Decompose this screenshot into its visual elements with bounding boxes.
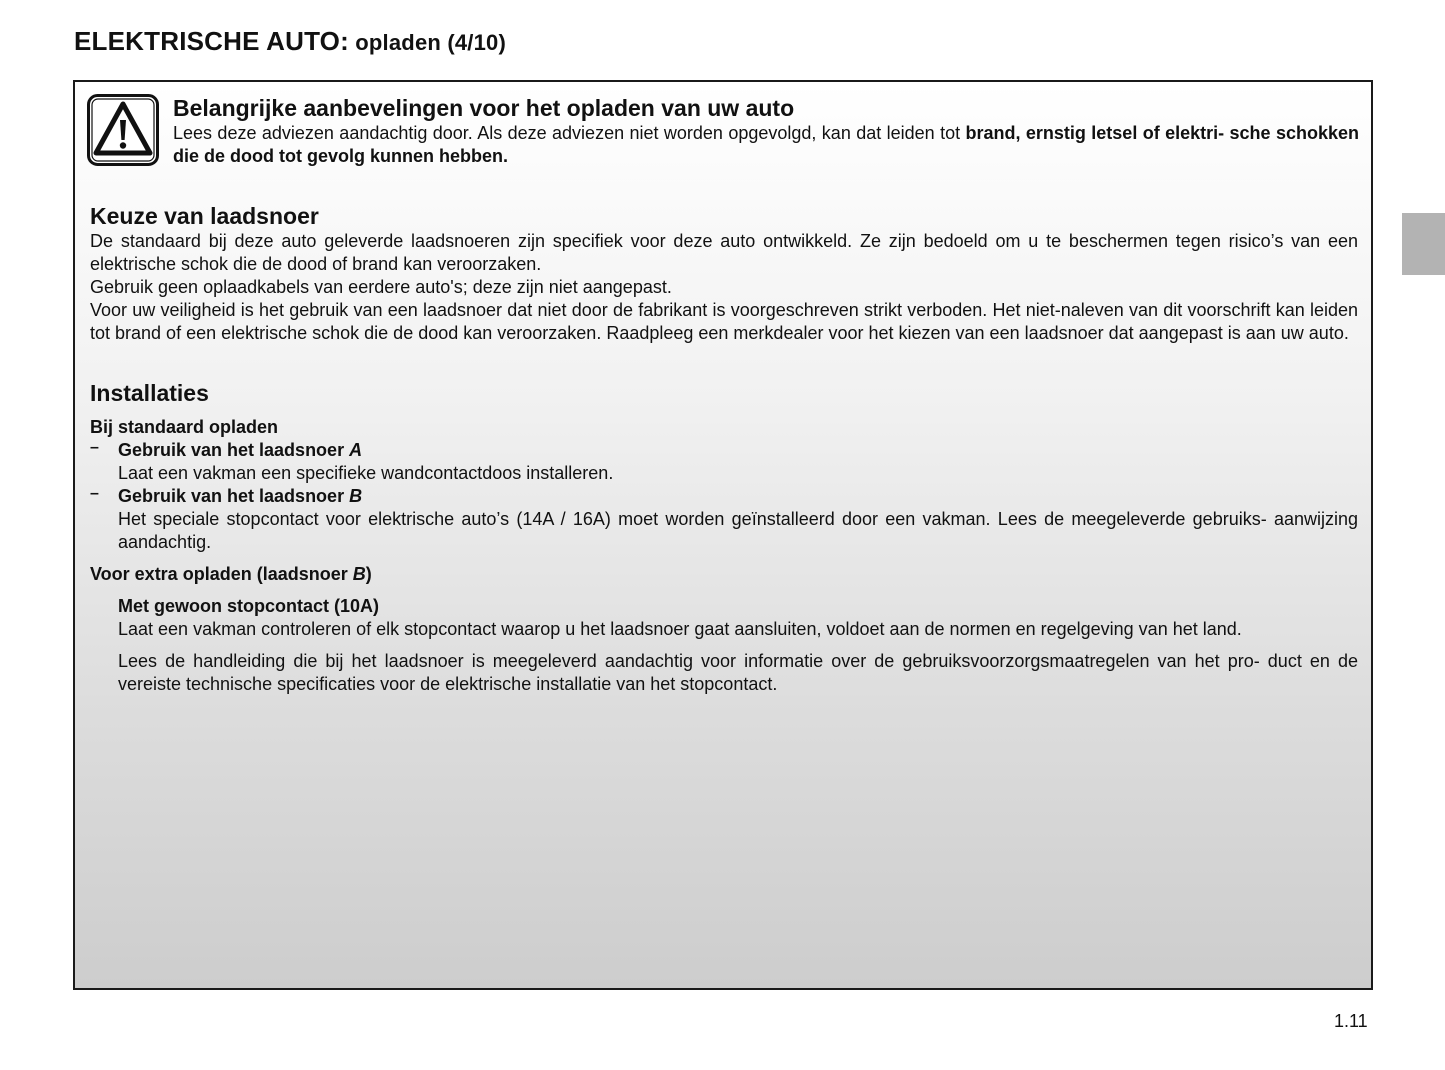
keuze-paragraph-3: Voor uw veiligheid is het gebruik van een laadsnoer dat niet door de fabrikant is voorgeschreven strikt verboden. Het niet-naleven van dit voorschrift kan leiden tot brand of een elektrische schok die de dood kan veroorzaken. Raadpleeg een merkdealer voor het kiezen van een laadsnoer dat aangepast is aan uw auto. (90, 300, 1358, 343)
warning-text (173, 122, 1359, 168)
section-tab-marker (1402, 213, 1445, 275)
list-dash: – (90, 439, 99, 456)
list-item-cable-b (90, 485, 1358, 554)
warning-text-bold: brand, ernstig letsel of elektri- sche schokken die de dood tot gevolg kunnen hebben. (173, 123, 1359, 166)
extra-charging-block (90, 595, 1358, 696)
cable-b-heading (118, 485, 1358, 508)
page-number: 1.11 (1334, 1011, 1368, 1031)
extra-charging-letter: B (352, 564, 366, 584)
page-title (74, 26, 506, 57)
extra-charging-close: ) (365, 564, 372, 584)
manual-text: Lees de handleiding die bij het laadsnoer is meegeleverd aandachtig voor informatie over de gebruiksvoorzorgsmaatregelen van het pro- duct en de vereiste technische specificaties voor de elektrische installatie van het stopcontact. (118, 651, 1358, 694)
cable-a-label: Gebruik van het laadsnoer (118, 440, 350, 460)
warning-title: Belangrijke aanbevelingen voor het opladen van uw auto (173, 95, 795, 121)
main-content (90, 202, 1358, 696)
standard-charging-heading: Bij standaard opladen (90, 417, 279, 437)
keuze-paragraph-2: Gebruik geen oplaadkabels van eerdere auto's; deze zijn niet aangepast. (90, 277, 672, 297)
list-dash: – (90, 485, 99, 502)
keuze-paragraph-1: De standaard bij deze auto geleverde laadsnoeren zijn specifiek voor deze auto ontwikkeld. Ze zijn bedoeld om u te beschermen tegen risico’s van een elektrische schok die de dood of brand kan veroorzaken. (90, 231, 1358, 274)
section-heading-installaties: Installaties (90, 380, 209, 406)
warning-block (173, 94, 1359, 168)
page-title-sub: opladen (4/10) (348, 30, 507, 55)
warning-text-plain: Lees deze adviezen aandachtig door. Als deze adviezen niet worden opgevolgd, kan dat leiden tot (173, 123, 966, 143)
regular-socket-heading: Met gewoon stopcontact (10A) (118, 596, 380, 616)
extra-charging-label: Voor extra opladen (laadsnoer (90, 564, 353, 584)
cable-b-label: Gebruik van het laadsnoer (118, 486, 350, 506)
cable-a-letter: A (349, 440, 363, 460)
page-title-main: ELEKTRISCHE AUTO: (74, 26, 349, 56)
cable-a-heading (118, 439, 1358, 462)
cable-a-text: Laat een vakman een specifieke wandcontactdoos installeren. (118, 463, 614, 483)
content-frame (73, 80, 1373, 990)
cable-b-letter: B (349, 486, 363, 506)
extra-charging-heading (90, 563, 1358, 586)
list-item-cable-a (90, 439, 1358, 485)
warning-triangle-icon (87, 94, 159, 166)
regular-socket-text: Laat een vakman controleren of elk stopcontact waarop u het laadsnoer gaat aansluiten, voldoet aan de normen en regelgeving van het land. (118, 619, 1242, 639)
cable-b-text: Het speciale stopcontact voor elektrische auto’s (14A / 16A) moet worden geïnstalleerd door een vakman. Lees de meegeleverde gebruiks- aanwijzing aandachtig. (118, 509, 1358, 552)
section-heading-keuze: Keuze van laadsnoer (90, 203, 319, 229)
